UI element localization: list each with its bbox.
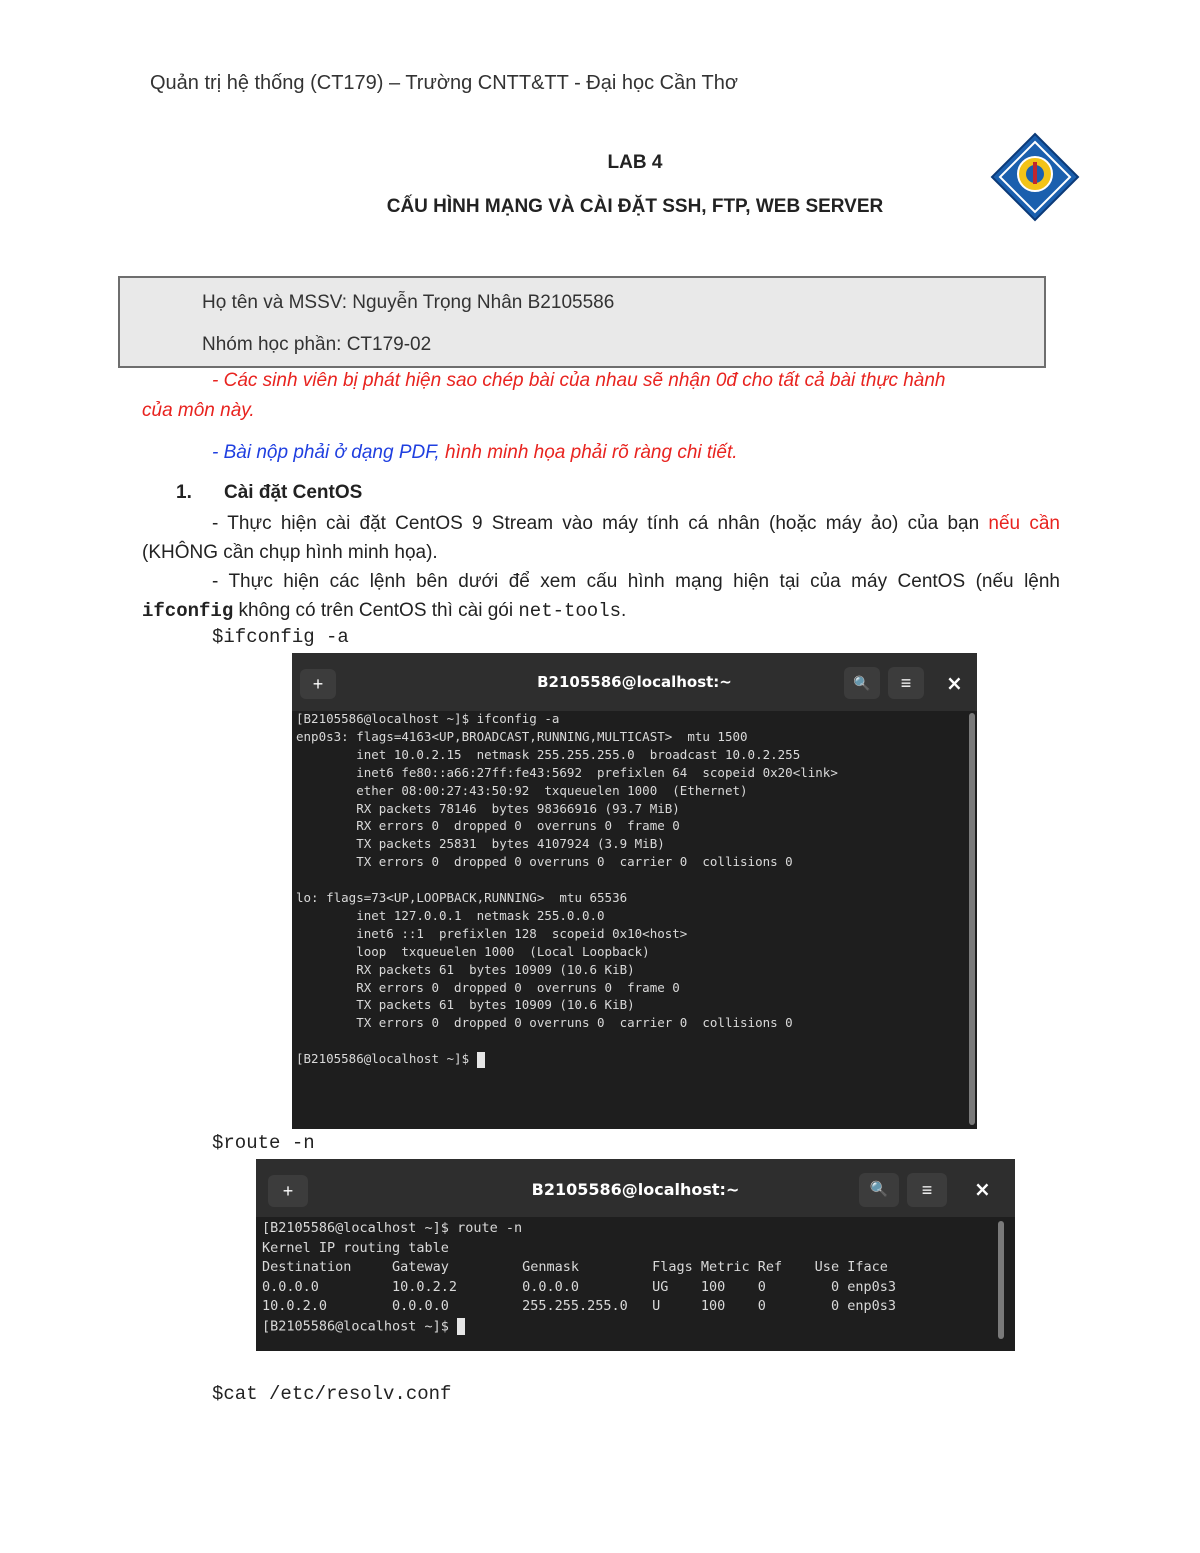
terminal-line: inet6 fe80::a66:27ff:fe43:5692 prefixlen 64 scopeid 0x20<link>: [296, 764, 838, 780]
terminal-line: enp0s3: flags=4163<UP,BROADCAST,RUNNING,MULTICAST> mtu 1500: [296, 728, 748, 744]
student-info-box: [118, 276, 1046, 368]
terminal-line: [B2105586@localhost ~]$: [296, 1051, 485, 1068]
section-title: Cài đặt CentOS: [224, 482, 363, 503]
new-tab-icon[interactable]: +: [300, 669, 336, 699]
terminal-line: ether 08:00:27:43:50:92 txqueuelen 1000 (Ethernet): [296, 782, 748, 798]
copy-warning-line2: của môn này.: [142, 400, 255, 421]
university-logo: [990, 132, 1080, 222]
lab-title: LAB 4: [607, 152, 663, 173]
terminal-line: RX packets 61 bytes 10909 (10.6 KiB): [296, 961, 635, 977]
student-name: Họ tên và MSSV: Nguyễn Trọng Nhân B2105586: [202, 292, 615, 313]
terminal-line: RX errors 0 dropped 0 overruns 0 frame 0: [296, 818, 680, 834]
menu-icon[interactable]: ≡: [888, 667, 924, 699]
section-heading: [176, 482, 362, 504]
install-paragraph: [142, 509, 1060, 567]
commands-paragraph: [142, 567, 1060, 626]
terminal-line: inet 10.0.2.15 netmask 255.255.255.0 broadcast 10.0.2.255: [296, 746, 801, 762]
terminal-line: TX packets 61 bytes 10909 (10.6 KiB): [296, 997, 635, 1013]
terminal-line: inet 127.0.0.1 netmask 255.0.0.0: [296, 907, 605, 923]
terminal-line: [B2105586@localhost ~]$ ifconfig -a: [296, 711, 560, 726]
cmd-ifconfig: $ifconfig -a: [212, 626, 349, 648]
student-group: Nhóm học phần: CT179-02: [202, 334, 432, 355]
submit-note-blue: - Bài nộp phải ở dạng PDF,: [212, 442, 440, 463]
install-text: - Thực hiện cài đặt CentOS 9 Stream vào máy tính cá nhân (hoặc máy ảo) của bạn: [212, 513, 989, 534]
course-header: Quản trị hệ thống (CT179) – Trường CNTT&TT - Đại học Cần Thơ: [150, 72, 738, 94]
copy-warning-line1: - Các sinh viên bị phát hiện sao chép bài của nhau sẽ nhận 0đ cho tất cả bài thực hành: [212, 370, 946, 391]
terminal-scrollbar[interactable]: [969, 713, 975, 1125]
terminal-line: Kernel IP routing table: [262, 1239, 449, 1256]
terminal-line: lo: flags=73<UP,LOOPBACK,RUNNING> mtu 65536: [296, 890, 628, 905]
cmd-resolv: $cat /etc/resolv.conf: [212, 1383, 452, 1405]
submit-note-red: hình minh họa phải rõ ràng chi tiết.: [439, 442, 738, 463]
terminal-line: 0.0.0.0 10.0.2.2 0.0.0.0 UG 100 0 0 enp0s3: [262, 1278, 896, 1295]
commands-text-mid: không có trên CentOS thì cài gói: [233, 600, 519, 621]
terminal-line: RX packets 78146 bytes 98366916 (93.7 MiB): [296, 800, 680, 816]
terminal-line: TX errors 0 dropped 0 overruns 0 carrier 0 collisions 0: [296, 1015, 793, 1031]
terminal-titlebar: [292, 653, 977, 711]
cmd-route: $route -n: [212, 1132, 315, 1154]
menu-icon[interactable]: ≡: [907, 1173, 947, 1207]
search-icon[interactable]: 🔍: [859, 1173, 899, 1207]
terminal-cursor: [457, 1318, 465, 1335]
section-number: 1.: [176, 482, 192, 503]
lab-subtitle: CẤU HÌNH MẠNG VÀ CÀI ĐẶT SSH, FTP, WEB SERVER: [386, 196, 884, 217]
terminal-line: Destination Gateway Genmask Flags Metric Ref Use Iface: [262, 1259, 888, 1275]
new-tab-icon[interactable]: +: [268, 1175, 308, 1207]
terminal-line: RX errors 0 dropped 0 overruns 0 frame 0: [296, 979, 680, 995]
terminal-title: B2105586@localhost:~: [537, 673, 732, 691]
terminal-line: [B2105586@localhost ~]$ route -n: [262, 1220, 523, 1236]
terminal-title: B2105586@localhost:~: [531, 1180, 740, 1199]
terminal-scrollbar[interactable]: [998, 1221, 1004, 1339]
close-icon[interactable]: ×: [946, 671, 963, 695]
terminal-window-ifconfig: [292, 653, 977, 1129]
close-icon[interactable]: ×: [974, 1177, 991, 1201]
install-text-red: nếu cần: [988, 513, 1060, 534]
terminal-line: inet6 ::1 prefixlen 128 scopeid 0x10<host>: [296, 925, 688, 941]
terminal-line: [B2105586@localhost ~]$: [262, 1318, 465, 1335]
ifconfig-inline: ifconfig: [142, 600, 234, 622]
install-text-end: (KHÔNG cần chụp hình minh họa).: [142, 542, 438, 563]
terminal-titlebar: [256, 1159, 1015, 1217]
terminal-line: TX packets 25831 bytes 4107924 (3.9 MiB): [296, 836, 665, 852]
terminal-line: TX errors 0 dropped 0 overruns 0 carrier 0 collisions 0: [296, 854, 793, 870]
terminal-window-route: [256, 1159, 1015, 1351]
terminal-line: loop txqueuelen 1000 (Local Loopback): [296, 943, 650, 959]
terminal-cursor: [477, 1052, 485, 1068]
commands-text: - Thực hiện các lệnh bên dưới để xem cấu hình mạng hiện tại của máy CentOS (nếu lệnh: [212, 571, 1060, 592]
submit-note: [212, 442, 738, 464]
net-tools-inline: net-tools: [518, 600, 622, 622]
terminal-line: 10.0.2.0 0.0.0.0 255.255.255.0 U 100 0 0 enp0s3: [262, 1298, 896, 1314]
commands-text-end: .: [621, 600, 627, 621]
search-icon[interactable]: 🔍: [844, 667, 880, 699]
